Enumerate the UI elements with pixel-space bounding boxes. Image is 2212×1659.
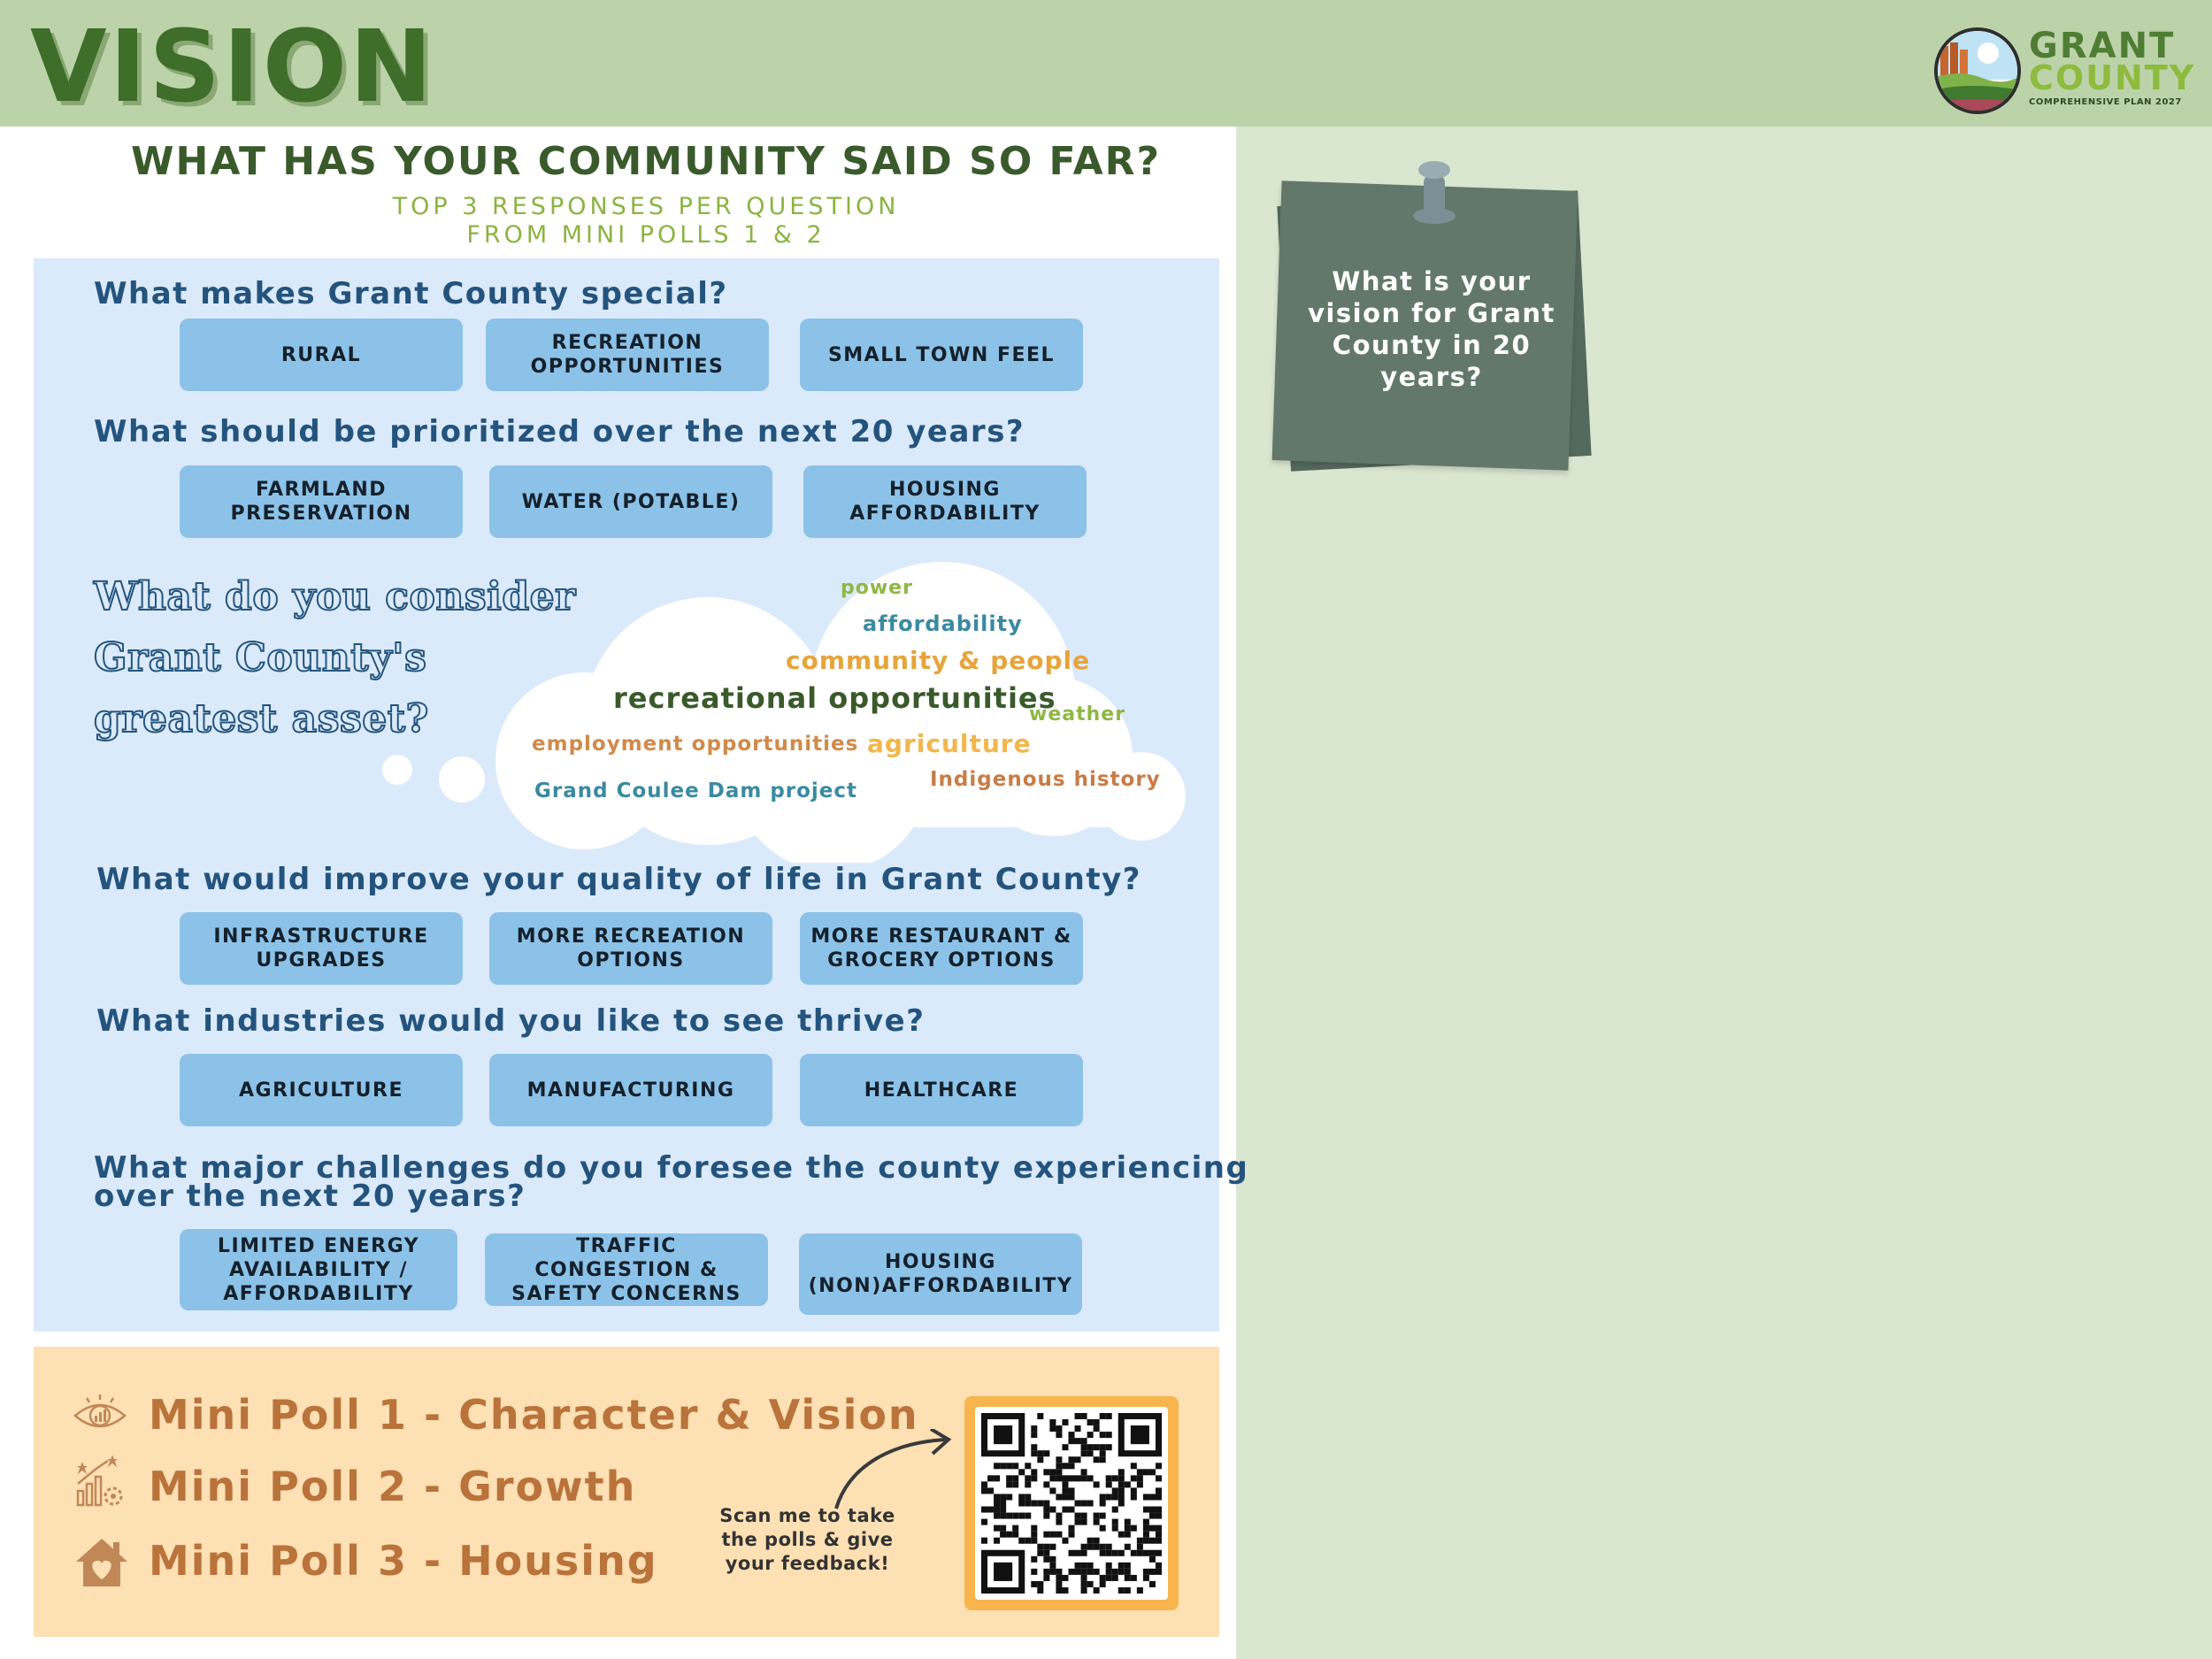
asset-question-line-2: Grant County's (94, 635, 427, 680)
answer-card: INFRASTRUCTURE UPGRADES (180, 912, 463, 985)
question-prioritized: What should be prioritized over the next 20 years? (94, 414, 1025, 449)
logo-plan-text: COMPREHENSIVE PLAN 2027 (2029, 97, 2182, 107)
word-cloud-item: weather (1029, 703, 1126, 726)
answer-card: LIMITED ENERGY AVAILABILITY / AFFORDABILITY (180, 1229, 457, 1310)
question-quality-of-life: What would improve your quality of life in Grant County? (96, 862, 1141, 897)
question-special: What makes Grant County special? (94, 276, 728, 311)
eye-chart-icon (73, 1393, 127, 1439)
logo-emblem-icon (1933, 27, 2022, 115)
word-cloud-item: Grand Coulee Dam project (534, 780, 858, 803)
word-cloud-item: Indigenous history (930, 768, 1161, 791)
question-industries: What industries would you like to see thrive? (96, 1003, 926, 1039)
logo-county-text: COUNTY (2029, 58, 2196, 97)
answer-card: AGRICULTURE (180, 1054, 463, 1126)
word-cloud-item: affordability (863, 611, 1023, 636)
answer-card: HEALTHCARE (800, 1054, 1083, 1126)
answer-card: HOUSING (NON)AFFORDABILITY (799, 1233, 1082, 1315)
word-cloud-item: employment opportunities (532, 733, 859, 756)
answer-card: MANUFACTURING (489, 1054, 772, 1126)
grant-county-logo (1933, 26, 2196, 115)
word-cloud-item: agriculture (867, 729, 1032, 758)
word-cloud-item: community & people (786, 646, 1091, 675)
scan-instructions: Scan me to take the polls & give your feedback! (719, 1505, 895, 1574)
house-heart-icon (73, 1535, 131, 1590)
subheading-line-2: FROM MINI POLLS 1 & 2 (466, 221, 826, 249)
answer-card: RURAL (180, 319, 463, 391)
push-pin-icon (1402, 157, 1466, 228)
logo-grant-text: GRANT (2029, 26, 2176, 66)
sticky-note-text: What is your vision for Grant County in 20 years? (1308, 266, 1555, 392)
asset-question-line-3: greatest asset? (94, 696, 429, 741)
question-challenges-line-2: over the next 20 years? (94, 1179, 526, 1214)
answer-card: MORE RESTAURANT & GROCERY OPTIONS (800, 912, 1083, 985)
subheading-line-1: TOP 3 RESPONSES PER QUESTION (392, 193, 900, 220)
answer-card: MORE RECREATION OPTIONS (489, 912, 772, 985)
answer-card: SMALL TOWN FEEL (800, 319, 1083, 391)
answer-card: HOUSING AFFORDABILITY (803, 465, 1087, 538)
answer-card: TRAFFIC CONGESTION & SAFETY CONCERNS (485, 1233, 768, 1306)
answer-card: WATER (POTABLE) (489, 465, 772, 538)
question-challenges-line-1: What major challenges do you foresee the county experiencing (94, 1150, 1249, 1186)
poll-2-label: Mini Poll 2 - Growth (149, 1463, 637, 1510)
answer-card: RECREATION OPPORTUNITIES (486, 319, 769, 391)
main-heading: WHAT HAS YOUR COMMUNITY SAID SO FAR? (130, 139, 1162, 184)
answer-card: FARMLAND PRESERVATION (180, 465, 463, 538)
poll-3-label: Mini Poll 3 - Housing (149, 1537, 658, 1585)
qr-code-inner (975, 1407, 1168, 1600)
word-cloud-item: power (841, 577, 913, 599)
growth-icon (73, 1455, 127, 1510)
asset-question-line-1: What do you consider (94, 574, 576, 619)
qr-code[interactable] (964, 1396, 1179, 1610)
word-cloud-item: recreational opportunities (613, 681, 1056, 715)
poll-1-label: Mini Poll 1 - Character & Vision (149, 1391, 919, 1439)
page-title: VISION (30, 10, 435, 125)
qr-code-icon (981, 1413, 1162, 1594)
